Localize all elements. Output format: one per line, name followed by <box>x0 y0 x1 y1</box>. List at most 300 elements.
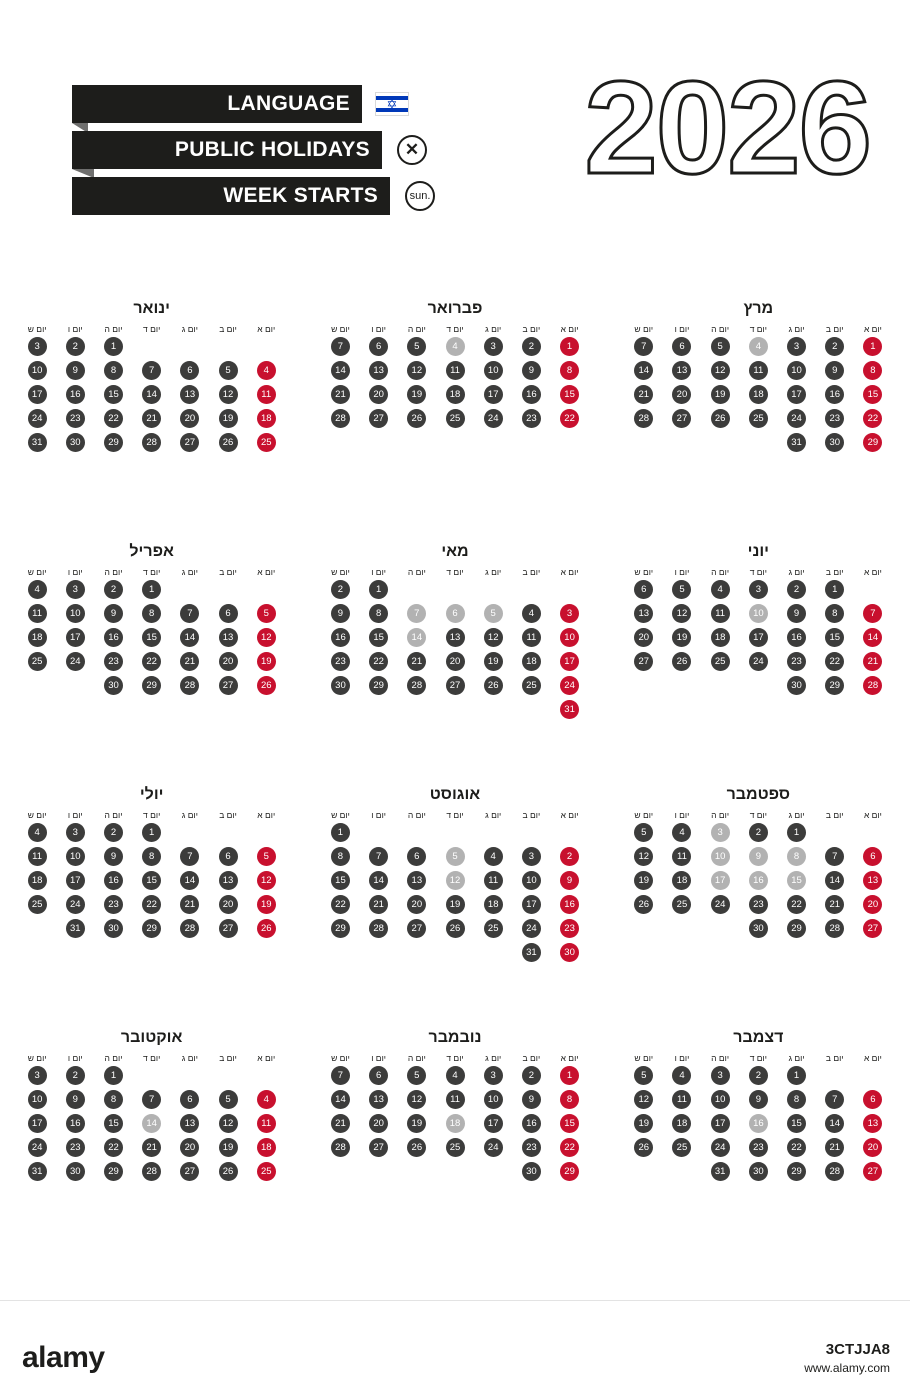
day-cell[interactable]: 30 <box>749 1162 768 1181</box>
day-cell[interactable]: 7 <box>407 604 426 623</box>
day-cell[interactable]: 3 <box>560 604 579 623</box>
day-cell[interactable]: 5 <box>446 847 465 866</box>
day-cell[interactable]: 3 <box>749 580 768 599</box>
day-cell[interactable]: 14 <box>331 1090 350 1109</box>
day-cell[interactable]: 15 <box>560 385 579 404</box>
day-cell[interactable]: 11 <box>257 1114 276 1133</box>
day-cell[interactable]: 21 <box>634 385 653 404</box>
day-cell[interactable]: 19 <box>219 409 238 428</box>
day-cell[interactable]: 16 <box>66 1114 85 1133</box>
day-cell[interactable]: 24 <box>711 1138 730 1157</box>
day-cell[interactable]: 25 <box>28 895 47 914</box>
day-cell[interactable]: 26 <box>219 1162 238 1181</box>
day-cell[interactable]: 7 <box>825 847 844 866</box>
day-cell[interactable]: 31 <box>28 433 47 452</box>
day-cell[interactable]: 23 <box>749 895 768 914</box>
day-cell[interactable]: 21 <box>180 652 199 671</box>
day-cell[interactable]: 2 <box>749 1066 768 1085</box>
day-cell[interactable]: 28 <box>369 919 388 938</box>
day-cell[interactable]: 23 <box>749 1138 768 1157</box>
day-cell[interactable]: 5 <box>407 337 426 356</box>
day-cell[interactable]: 10 <box>484 361 503 380</box>
day-cell[interactable]: 5 <box>219 361 238 380</box>
day-cell[interactable]: 9 <box>560 871 579 890</box>
day-cell[interactable]: 20 <box>219 895 238 914</box>
day-cell[interactable]: 3 <box>484 1066 503 1085</box>
day-cell[interactable]: 24 <box>66 652 85 671</box>
day-cell[interactable]: 13 <box>180 385 199 404</box>
day-cell[interactable]: 27 <box>863 1162 882 1181</box>
day-cell[interactable]: 2 <box>331 580 350 599</box>
day-cell[interactable]: 10 <box>484 1090 503 1109</box>
day-cell[interactable]: 29 <box>787 919 806 938</box>
day-cell[interactable]: 4 <box>484 847 503 866</box>
day-cell[interactable]: 25 <box>446 1138 465 1157</box>
day-cell[interactable]: 12 <box>711 361 730 380</box>
day-cell[interactable]: 23 <box>522 1138 541 1157</box>
day-cell[interactable]: 18 <box>711 628 730 647</box>
day-cell[interactable]: 5 <box>711 337 730 356</box>
day-cell[interactable]: 22 <box>104 409 123 428</box>
day-cell[interactable]: 17 <box>66 871 85 890</box>
day-cell[interactable]: 13 <box>863 871 882 890</box>
day-cell[interactable]: 30 <box>560 943 579 962</box>
day-cell[interactable]: 17 <box>28 1114 47 1133</box>
day-cell[interactable]: 29 <box>104 1162 123 1181</box>
day-cell[interactable]: 8 <box>787 847 806 866</box>
day-cell[interactable]: 20 <box>180 1138 199 1157</box>
day-cell[interactable]: 26 <box>407 1138 426 1157</box>
day-cell[interactable]: 18 <box>672 871 691 890</box>
day-cell[interactable]: 8 <box>560 361 579 380</box>
day-cell[interactable]: 14 <box>369 871 388 890</box>
day-cell[interactable]: 18 <box>484 895 503 914</box>
day-cell[interactable]: 15 <box>369 628 388 647</box>
day-cell[interactable]: 3 <box>711 1066 730 1085</box>
day-cell[interactable]: 11 <box>711 604 730 623</box>
day-cell[interactable]: 17 <box>749 628 768 647</box>
day-cell[interactable]: 26 <box>711 409 730 428</box>
day-cell[interactable]: 30 <box>104 919 123 938</box>
day-cell[interactable]: 4 <box>672 823 691 842</box>
day-cell[interactable]: 12 <box>634 1090 653 1109</box>
day-cell[interactable]: 14 <box>331 361 350 380</box>
day-cell[interactable]: 14 <box>825 1114 844 1133</box>
day-cell[interactable]: 23 <box>104 895 123 914</box>
day-cell[interactable]: 4 <box>446 1066 465 1085</box>
day-cell[interactable]: 24 <box>28 409 47 428</box>
day-cell[interactable]: 22 <box>560 409 579 428</box>
day-cell[interactable]: 10 <box>560 628 579 647</box>
day-cell[interactable]: 16 <box>749 871 768 890</box>
day-cell[interactable]: 15 <box>142 628 161 647</box>
day-cell[interactable]: 1 <box>825 580 844 599</box>
day-cell[interactable]: 26 <box>407 409 426 428</box>
day-cell[interactable]: 17 <box>66 628 85 647</box>
day-cell[interactable]: 8 <box>369 604 388 623</box>
day-cell[interactable]: 7 <box>331 337 350 356</box>
day-cell[interactable]: 22 <box>863 409 882 428</box>
day-cell[interactable]: 8 <box>863 361 882 380</box>
day-cell[interactable]: 9 <box>66 361 85 380</box>
day-cell[interactable]: 29 <box>863 433 882 452</box>
day-cell[interactable]: 5 <box>219 1090 238 1109</box>
day-cell[interactable]: 25 <box>522 676 541 695</box>
day-cell[interactable]: 1 <box>104 1066 123 1085</box>
day-cell[interactable]: 3 <box>484 337 503 356</box>
day-cell[interactable]: 16 <box>749 1114 768 1133</box>
day-cell[interactable]: 1 <box>142 580 161 599</box>
day-cell[interactable]: 11 <box>749 361 768 380</box>
day-cell[interactable]: 14 <box>825 871 844 890</box>
day-cell[interactable]: 6 <box>219 604 238 623</box>
day-cell[interactable]: 7 <box>180 847 199 866</box>
day-cell[interactable]: 13 <box>863 1114 882 1133</box>
day-cell[interactable]: 14 <box>180 628 199 647</box>
day-cell[interactable]: 12 <box>672 604 691 623</box>
day-cell[interactable]: 3 <box>28 337 47 356</box>
day-cell[interactable]: 9 <box>749 847 768 866</box>
day-cell[interactable]: 25 <box>257 433 276 452</box>
day-cell[interactable]: 11 <box>446 1090 465 1109</box>
day-cell[interactable]: 20 <box>446 652 465 671</box>
day-cell[interactable]: 19 <box>484 652 503 671</box>
day-cell[interactable]: 2 <box>522 337 541 356</box>
day-cell[interactable]: 4 <box>257 361 276 380</box>
day-cell[interactable]: 12 <box>634 847 653 866</box>
day-cell[interactable]: 24 <box>787 409 806 428</box>
day-cell[interactable]: 8 <box>104 1090 123 1109</box>
day-cell[interactable]: 21 <box>825 1138 844 1157</box>
day-cell[interactable]: 16 <box>825 385 844 404</box>
day-cell[interactable]: 21 <box>142 409 161 428</box>
day-cell[interactable]: 25 <box>672 895 691 914</box>
day-cell[interactable]: 23 <box>66 1138 85 1157</box>
day-cell[interactable]: 27 <box>634 652 653 671</box>
day-cell[interactable]: 15 <box>104 1114 123 1133</box>
day-cell[interactable]: 8 <box>104 361 123 380</box>
day-cell[interactable]: 5 <box>634 823 653 842</box>
day-cell[interactable]: 21 <box>369 895 388 914</box>
day-cell[interactable]: 30 <box>787 676 806 695</box>
day-cell[interactable]: 14 <box>142 385 161 404</box>
day-cell[interactable]: 1 <box>369 580 388 599</box>
day-cell[interactable]: 7 <box>331 1066 350 1085</box>
day-cell[interactable]: 2 <box>560 847 579 866</box>
day-cell[interactable]: 6 <box>219 847 238 866</box>
day-cell[interactable]: 10 <box>66 847 85 866</box>
day-cell[interactable]: 25 <box>749 409 768 428</box>
day-cell[interactable]: 17 <box>522 895 541 914</box>
day-cell[interactable]: 15 <box>787 1114 806 1133</box>
day-cell[interactable]: 16 <box>522 1114 541 1133</box>
day-cell[interactable]: 21 <box>331 385 350 404</box>
day-cell[interactable]: 21 <box>825 895 844 914</box>
day-cell[interactable]: 11 <box>257 385 276 404</box>
day-cell[interactable]: 25 <box>672 1138 691 1157</box>
day-cell[interactable]: 26 <box>257 676 276 695</box>
day-cell[interactable]: 5 <box>257 604 276 623</box>
day-cell[interactable]: 19 <box>257 652 276 671</box>
day-cell[interactable]: 3 <box>522 847 541 866</box>
day-cell[interactable]: 22 <box>142 895 161 914</box>
day-cell[interactable]: 24 <box>560 676 579 695</box>
day-cell[interactable]: 28 <box>863 676 882 695</box>
day-cell[interactable]: 9 <box>66 1090 85 1109</box>
day-cell[interactable]: 11 <box>446 361 465 380</box>
day-cell[interactable]: 21 <box>180 895 199 914</box>
day-cell[interactable]: 24 <box>711 895 730 914</box>
day-cell[interactable]: 9 <box>787 604 806 623</box>
day-cell[interactable]: 7 <box>863 604 882 623</box>
day-cell[interactable]: 9 <box>104 604 123 623</box>
day-cell[interactable]: 15 <box>104 385 123 404</box>
day-cell[interactable]: 3 <box>787 337 806 356</box>
day-cell[interactable]: 19 <box>407 385 426 404</box>
day-cell[interactable]: 26 <box>484 676 503 695</box>
day-cell[interactable]: 22 <box>787 895 806 914</box>
day-cell[interactable]: 8 <box>331 847 350 866</box>
day-cell[interactable]: 22 <box>104 1138 123 1157</box>
day-cell[interactable]: 30 <box>66 1162 85 1181</box>
day-cell[interactable]: 10 <box>66 604 85 623</box>
day-cell[interactable]: 22 <box>787 1138 806 1157</box>
day-cell[interactable]: 29 <box>787 1162 806 1181</box>
day-cell[interactable]: 8 <box>560 1090 579 1109</box>
day-cell[interactable]: 9 <box>825 361 844 380</box>
day-cell[interactable]: 7 <box>825 1090 844 1109</box>
day-cell[interactable]: 27 <box>219 676 238 695</box>
day-cell[interactable]: 18 <box>522 652 541 671</box>
day-cell[interactable]: 12 <box>407 1090 426 1109</box>
day-cell[interactable]: 23 <box>66 409 85 428</box>
day-cell[interactable]: 5 <box>672 580 691 599</box>
day-cell[interactable]: 29 <box>104 433 123 452</box>
day-cell[interactable]: 4 <box>749 337 768 356</box>
day-cell[interactable]: 26 <box>219 433 238 452</box>
day-cell[interactable]: 11 <box>28 847 47 866</box>
day-cell[interactable]: 3 <box>66 823 85 842</box>
day-cell[interactable]: 28 <box>142 433 161 452</box>
day-cell[interactable]: 13 <box>369 361 388 380</box>
day-cell[interactable]: 22 <box>825 652 844 671</box>
day-cell[interactable]: 10 <box>711 1090 730 1109</box>
day-cell[interactable]: 16 <box>522 385 541 404</box>
day-cell[interactable]: 10 <box>522 871 541 890</box>
day-cell[interactable]: 22 <box>369 652 388 671</box>
day-cell[interactable]: 28 <box>142 1162 161 1181</box>
day-cell[interactable]: 16 <box>104 628 123 647</box>
day-cell[interactable]: 19 <box>634 1114 653 1133</box>
day-cell[interactable]: 24 <box>749 652 768 671</box>
day-cell[interactable]: 31 <box>66 919 85 938</box>
day-cell[interactable]: 24 <box>484 1138 503 1157</box>
day-cell[interactable]: 6 <box>369 1066 388 1085</box>
day-cell[interactable]: 29 <box>560 1162 579 1181</box>
day-cell[interactable]: 30 <box>522 1162 541 1181</box>
day-cell[interactable]: 18 <box>749 385 768 404</box>
day-cell[interactable]: 13 <box>634 604 653 623</box>
day-cell[interactable]: 20 <box>219 652 238 671</box>
day-cell[interactable]: 16 <box>66 385 85 404</box>
day-cell[interactable]: 9 <box>749 1090 768 1109</box>
day-cell[interactable]: 28 <box>825 919 844 938</box>
day-cell[interactable]: 10 <box>711 847 730 866</box>
day-cell[interactable]: 5 <box>634 1066 653 1085</box>
day-cell[interactable]: 16 <box>104 871 123 890</box>
day-cell[interactable]: 17 <box>484 385 503 404</box>
day-cell[interactable]: 20 <box>369 1114 388 1133</box>
day-cell[interactable]: 21 <box>142 1138 161 1157</box>
day-cell[interactable]: 3 <box>28 1066 47 1085</box>
day-cell[interactable]: 11 <box>484 871 503 890</box>
day-cell[interactable]: 6 <box>672 337 691 356</box>
day-cell[interactable]: 23 <box>825 409 844 428</box>
day-cell[interactable]: 8 <box>142 847 161 866</box>
day-cell[interactable]: 26 <box>672 652 691 671</box>
day-cell[interactable]: 14 <box>407 628 426 647</box>
day-cell[interactable]: 20 <box>863 895 882 914</box>
day-cell[interactable]: 27 <box>369 1138 388 1157</box>
day-cell[interactable]: 24 <box>522 919 541 938</box>
day-cell[interactable]: 21 <box>331 1114 350 1133</box>
day-cell[interactable]: 29 <box>331 919 350 938</box>
day-cell[interactable]: 10 <box>749 604 768 623</box>
day-cell[interactable]: 11 <box>672 1090 691 1109</box>
day-cell[interactable]: 28 <box>331 1138 350 1157</box>
day-cell[interactable]: 17 <box>787 385 806 404</box>
day-cell[interactable]: 2 <box>66 1066 85 1085</box>
day-cell[interactable]: 10 <box>28 361 47 380</box>
day-cell[interactable]: 6 <box>863 847 882 866</box>
day-cell[interactable]: 25 <box>28 652 47 671</box>
day-cell[interactable]: 12 <box>407 361 426 380</box>
day-cell[interactable]: 5 <box>484 604 503 623</box>
day-cell[interactable]: 25 <box>257 1162 276 1181</box>
day-cell[interactable]: 17 <box>484 1114 503 1133</box>
day-cell[interactable]: 15 <box>142 871 161 890</box>
day-cell[interactable]: 14 <box>142 1114 161 1133</box>
day-cell[interactable]: 2 <box>104 580 123 599</box>
day-cell[interactable]: 29 <box>142 676 161 695</box>
day-cell[interactable]: 19 <box>257 895 276 914</box>
day-cell[interactable]: 2 <box>825 337 844 356</box>
day-cell[interactable]: 9 <box>331 604 350 623</box>
day-cell[interactable]: 17 <box>28 385 47 404</box>
day-cell[interactable]: 26 <box>257 919 276 938</box>
day-cell[interactable]: 26 <box>634 895 653 914</box>
day-cell[interactable]: 25 <box>484 919 503 938</box>
day-cell[interactable]: 15 <box>560 1114 579 1133</box>
day-cell[interactable]: 18 <box>446 1114 465 1133</box>
day-cell[interactable]: 19 <box>711 385 730 404</box>
day-cell[interactable]: 30 <box>825 433 844 452</box>
day-cell[interactable]: 15 <box>331 871 350 890</box>
day-cell[interactable]: 23 <box>522 409 541 428</box>
day-cell[interactable]: 20 <box>369 385 388 404</box>
day-cell[interactable]: 1 <box>560 1066 579 1085</box>
day-cell[interactable]: 28 <box>180 676 199 695</box>
day-cell[interactable]: 7 <box>142 1090 161 1109</box>
day-cell[interactable]: 19 <box>446 895 465 914</box>
day-cell[interactable]: 1 <box>787 823 806 842</box>
day-cell[interactable]: 29 <box>142 919 161 938</box>
day-cell[interactable]: 20 <box>180 409 199 428</box>
day-cell[interactable]: 13 <box>219 628 238 647</box>
day-cell[interactable]: 31 <box>711 1162 730 1181</box>
day-cell[interactable]: 17 <box>711 1114 730 1133</box>
day-cell[interactable]: 6 <box>180 361 199 380</box>
day-cell[interactable]: 7 <box>142 361 161 380</box>
day-cell[interactable]: 21 <box>863 652 882 671</box>
day-cell[interactable]: 21 <box>407 652 426 671</box>
day-cell[interactable]: 16 <box>331 628 350 647</box>
day-cell[interactable]: 15 <box>787 871 806 890</box>
day-cell[interactable]: 1 <box>331 823 350 842</box>
day-cell[interactable]: 3 <box>66 580 85 599</box>
day-cell[interactable]: 28 <box>331 409 350 428</box>
day-cell[interactable]: 29 <box>825 676 844 695</box>
day-cell[interactable]: 12 <box>446 871 465 890</box>
day-cell[interactable]: 13 <box>672 361 691 380</box>
day-cell[interactable]: 22 <box>331 895 350 914</box>
day-cell[interactable]: 22 <box>560 1138 579 1157</box>
day-cell[interactable]: 8 <box>825 604 844 623</box>
day-cell[interactable]: 30 <box>66 433 85 452</box>
day-cell[interactable]: 20 <box>863 1138 882 1157</box>
day-cell[interactable]: 15 <box>863 385 882 404</box>
day-cell[interactable]: 6 <box>634 580 653 599</box>
day-cell[interactable]: 9 <box>522 361 541 380</box>
day-cell[interactable]: 27 <box>180 433 199 452</box>
day-cell[interactable]: 11 <box>28 604 47 623</box>
day-cell[interactable]: 27 <box>369 409 388 428</box>
day-cell[interactable]: 2 <box>104 823 123 842</box>
day-cell[interactable]: 16 <box>787 628 806 647</box>
day-cell[interactable]: 31 <box>522 943 541 962</box>
day-cell[interactable]: 13 <box>180 1114 199 1133</box>
day-cell[interactable]: 28 <box>407 676 426 695</box>
day-cell[interactable]: 12 <box>219 1114 238 1133</box>
day-cell[interactable]: 31 <box>560 700 579 719</box>
day-cell[interactable]: 7 <box>634 337 653 356</box>
day-cell[interactable]: 24 <box>28 1138 47 1157</box>
day-cell[interactable]: 19 <box>634 871 653 890</box>
day-cell[interactable]: 2 <box>749 823 768 842</box>
day-cell[interactable]: 5 <box>257 847 276 866</box>
day-cell[interactable]: 3 <box>711 823 730 842</box>
day-cell[interactable]: 12 <box>484 628 503 647</box>
day-cell[interactable]: 27 <box>407 919 426 938</box>
day-cell[interactable]: 23 <box>331 652 350 671</box>
day-cell[interactable]: 1 <box>142 823 161 842</box>
day-cell[interactable]: 1 <box>104 337 123 356</box>
day-cell[interactable]: 14 <box>180 871 199 890</box>
day-cell[interactable]: 30 <box>749 919 768 938</box>
day-cell[interactable]: 2 <box>522 1066 541 1085</box>
day-cell[interactable]: 12 <box>257 871 276 890</box>
day-cell[interactable]: 7 <box>180 604 199 623</box>
day-cell[interactable]: 18 <box>446 385 465 404</box>
day-cell[interactable]: 18 <box>672 1114 691 1133</box>
day-cell[interactable]: 28 <box>634 409 653 428</box>
day-cell[interactable]: 27 <box>672 409 691 428</box>
day-cell[interactable]: 30 <box>331 676 350 695</box>
day-cell[interactable]: 27 <box>219 919 238 938</box>
day-cell[interactable]: 27 <box>863 919 882 938</box>
day-cell[interactable]: 11 <box>522 628 541 647</box>
day-cell[interactable]: 23 <box>104 652 123 671</box>
